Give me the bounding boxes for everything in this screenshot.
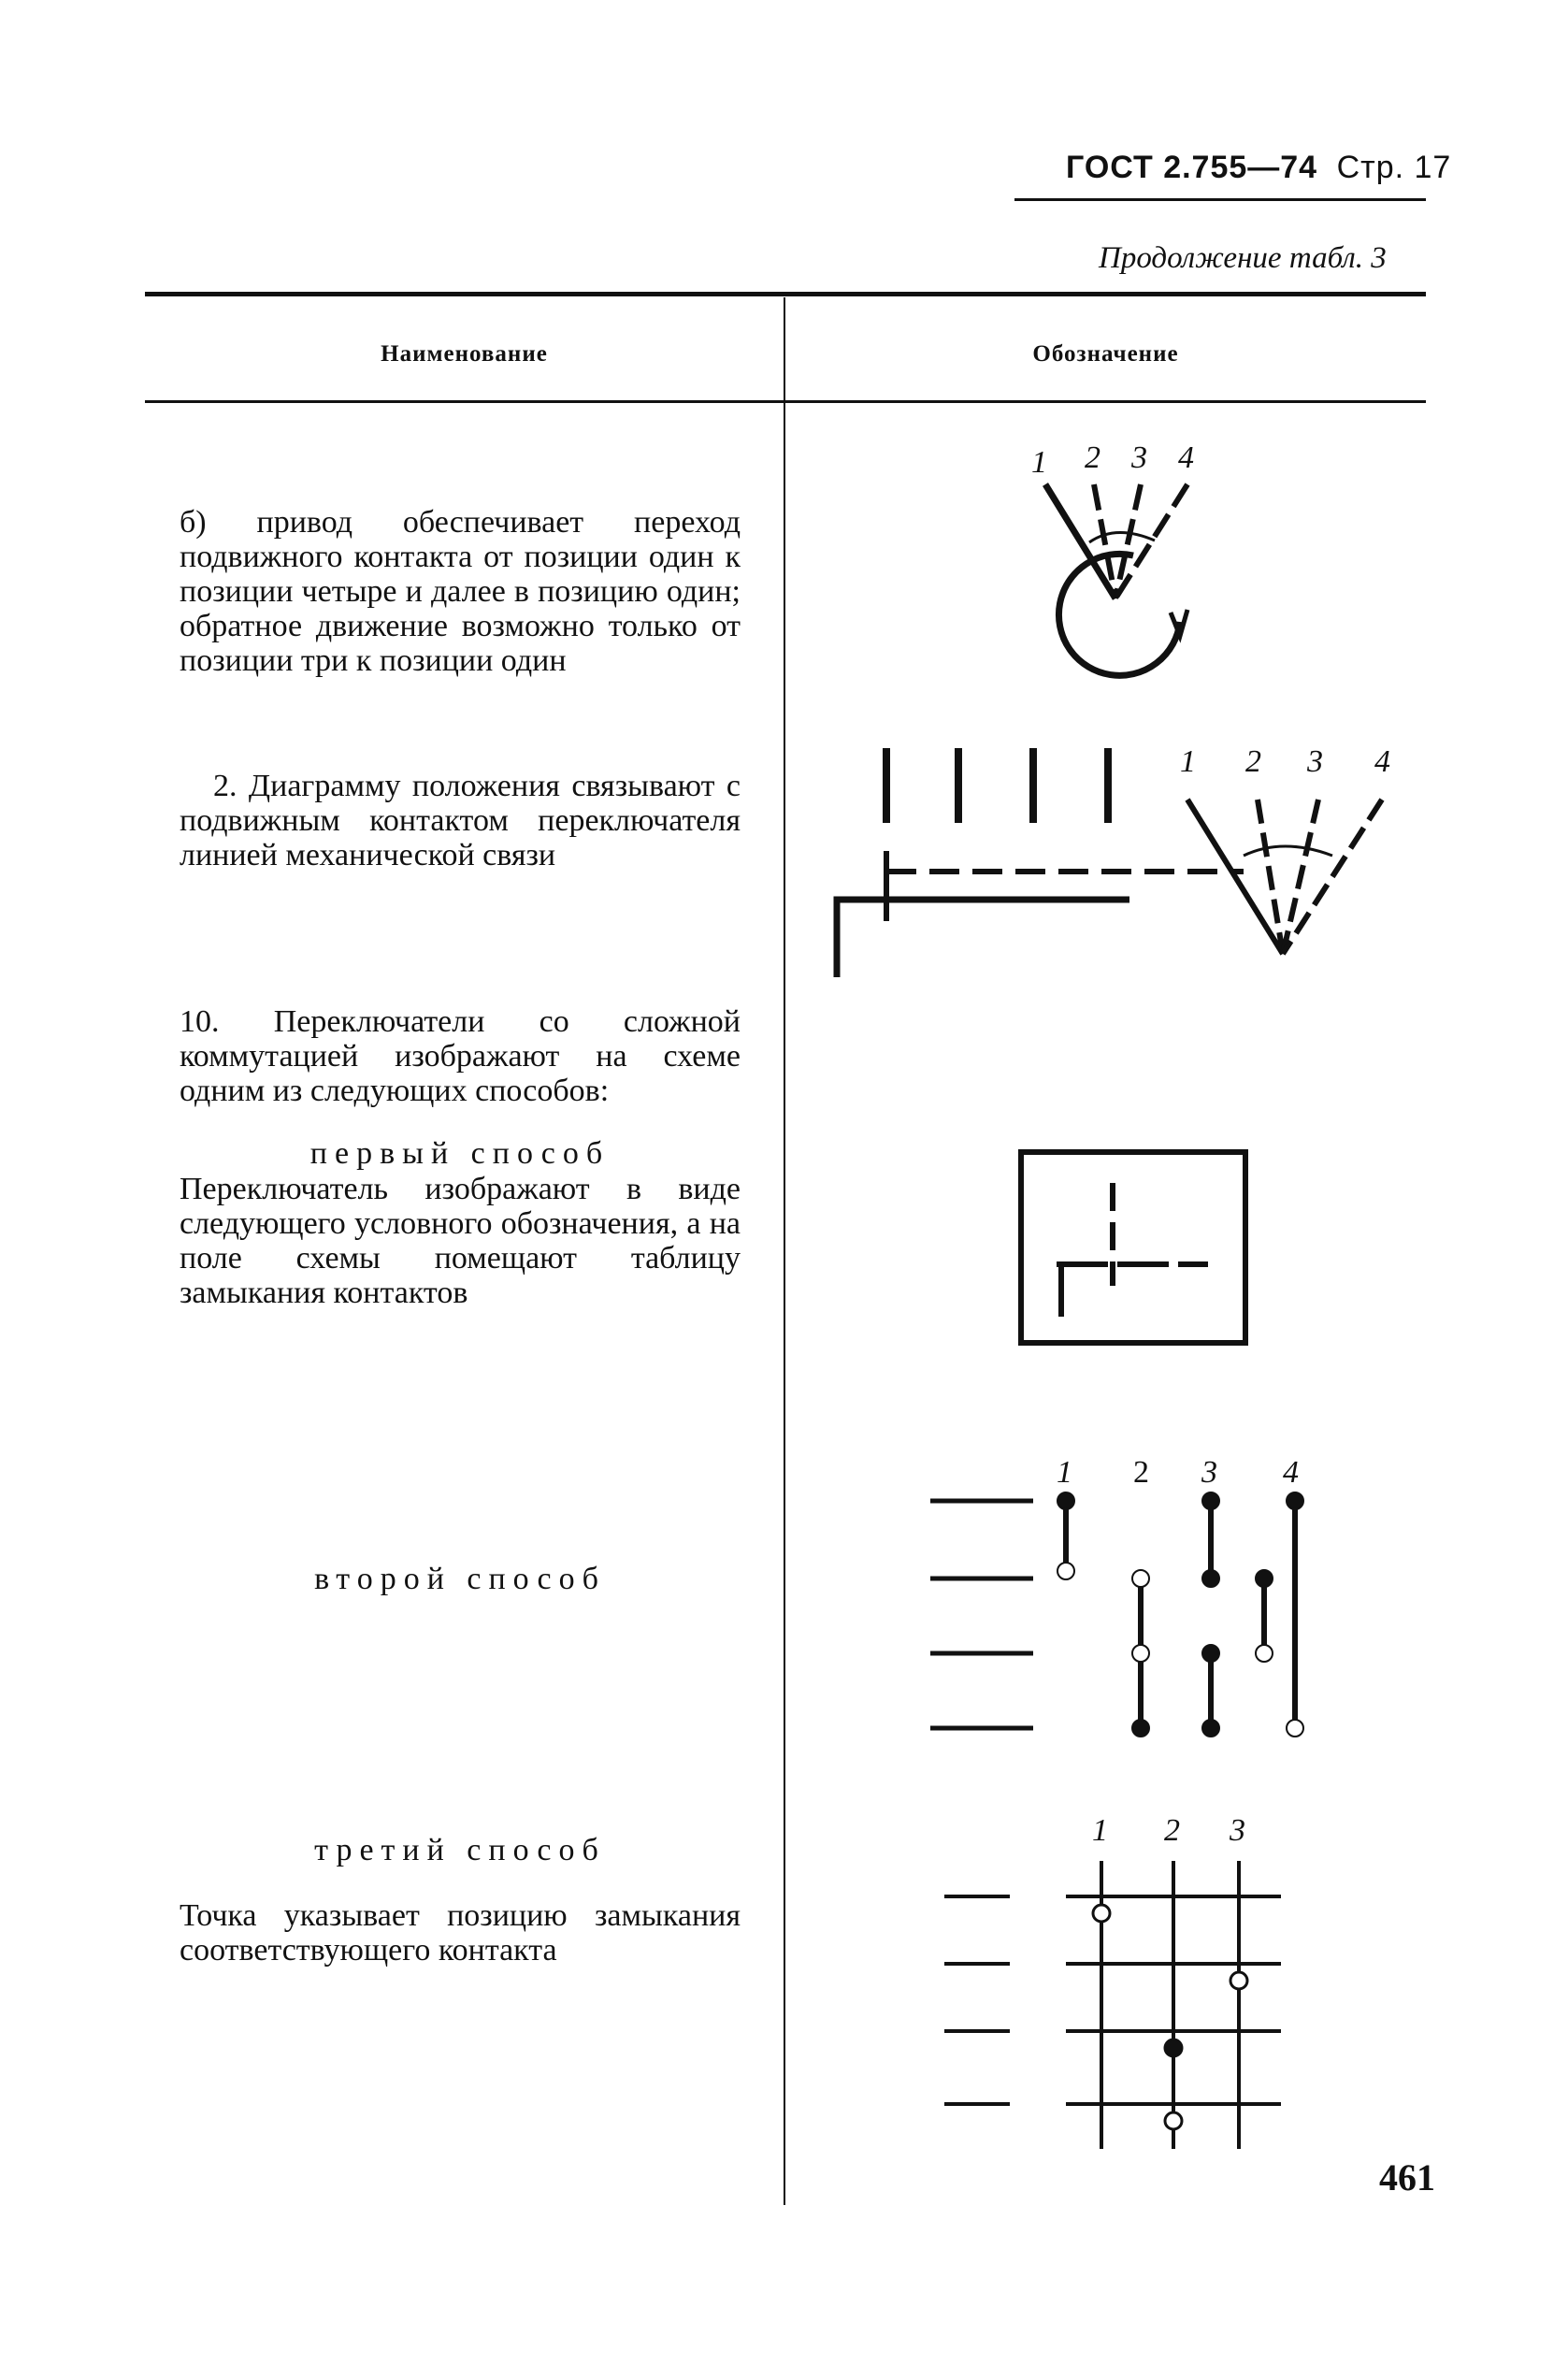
page-number: 461 [1379, 2156, 1435, 2198]
continuation-label: Продолжение табл. 3 [1099, 241, 1387, 275]
method-1-text: Переключатель изображают в виде следующего условного обозначения, а на поле схемы помещают таблицу замыкания контактов [180, 1172, 741, 1310]
fig2-arc [1244, 846, 1332, 856]
fig-m2-label-3: 3 [1201, 1455, 1217, 1490]
fig-m2-dot [1202, 1720, 1219, 1737]
fig-m2-label-2: 2 [1133, 1455, 1149, 1490]
fig-m2-dot [1256, 1645, 1273, 1662]
figure-method-2-contact-chart [930, 1455, 1299, 1728]
figure-b-drive-symbol [1031, 440, 1194, 675]
fig-m3-label-1: 1 [1092, 1813, 1108, 1848]
fig-m3-label-3: 3 [1230, 1813, 1245, 1848]
fig-m2-label-1: 1 [1057, 1455, 1072, 1490]
fig-b-label-2: 2 [1085, 440, 1100, 475]
fig2-moving-contact [837, 900, 1129, 977]
fig-m2-dot [1287, 1492, 1303, 1509]
fig-m2-dot [1132, 1645, 1149, 1662]
method-3-text: Точка указывает позицию замыкания соответствующего контакта [180, 1898, 741, 1968]
method-2-title: второй способ [314, 1562, 606, 1596]
fig-m2-dot [1057, 1563, 1074, 1579]
fig-m1-frame [1021, 1152, 1245, 1343]
fig-m2-dot [1132, 1570, 1149, 1587]
fig-m2-dot [1202, 1570, 1219, 1587]
fig2-label-2: 2 [1245, 744, 1261, 779]
column-header-name: Наименование [381, 341, 548, 367]
item-2-text: 2. Диаграмму положения связывают с подвижным контактом переключателя линией механической связи [180, 769, 741, 872]
figure-method-1-box [1021, 1152, 1245, 1343]
fig2-label-3: 3 [1307, 744, 1323, 779]
fig-m2-dot [1287, 1720, 1303, 1737]
method-1-title: первый способ [309, 1136, 611, 1171]
method-3-title: третий способ [314, 1833, 606, 1867]
fig-m3-label-2: 2 [1164, 1813, 1180, 1848]
fig2-label-4: 4 [1374, 744, 1390, 779]
fig-m2-dot [1202, 1492, 1219, 1509]
fig-b-arc [1089, 532, 1155, 542]
fig-m2-dot [1057, 1492, 1074, 1509]
standard-number: ГОСТ 2.755—74 [1066, 150, 1318, 185]
fig-m2-dot [1202, 1645, 1219, 1662]
column-header-symbol: Обозначение [1032, 341, 1179, 367]
fig-m3-dot [1165, 2112, 1182, 2129]
fig2-label-1: 1 [1180, 744, 1196, 779]
fig-m2-dot [1256, 1570, 1273, 1587]
fig-m3-dot [1165, 2040, 1182, 2056]
fig-m3-dots [1093, 1905, 1247, 2129]
fig-m3-dot [1230, 1972, 1247, 1989]
item-b-text: б) привод обеспечивает переход подвижного контакта от позиции один к позиции четыре и далее в позицию один; обратное движение возможно только от позиции три к позиции один [180, 505, 741, 678]
fig-b-label-1: 1 [1031, 445, 1047, 480]
fig-b-label-3: 3 [1131, 440, 1147, 475]
item-10-text: 10. Переключатели со сложной коммутацией изображают на схеме одним из следующих способов: [180, 1004, 741, 1108]
figure-2-position-diagram [837, 744, 1390, 977]
fig-m2-label-4: 4 [1283, 1455, 1299, 1490]
page-label: Стр. 17 [1336, 150, 1452, 185]
fig-m3-dot [1093, 1905, 1110, 1922]
fig-m2-dot [1132, 1720, 1149, 1737]
fig-b-label-4: 4 [1178, 440, 1194, 475]
fig2-line-4 [1283, 800, 1382, 954]
